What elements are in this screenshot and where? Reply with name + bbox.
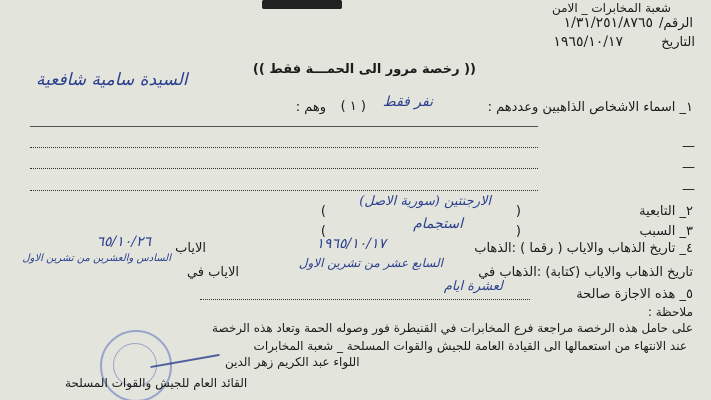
dash-marker: —	[682, 182, 695, 197]
handwritten-addressee: السيدة سامية شافعية	[36, 70, 188, 90]
permit-title: (( رخصة مرور الى الحمـــة فقط ))	[252, 62, 476, 77]
ref-label: الرقم/	[659, 16, 693, 31]
bracket: )	[320, 224, 326, 239]
travel-return-written: السادس والعشرين من تشرين الاول	[22, 253, 171, 264]
dash-marker: —	[682, 160, 695, 175]
note-line-2: عند الانتهاء من استعمالها الى القيادة العامة للجيش والقوات المسلحة _ شعبة المخابرات	[253, 339, 687, 353]
note-line-1: على حامل هذه الرخصة مراجعة فرع المخابرات في القنيطرة فور وصوله الحمة وتعاد هذه الرخصة	[212, 321, 693, 335]
nationality-value: الارجنتين (سورية الاصل)	[359, 194, 491, 209]
bracket: (	[515, 204, 521, 219]
leave-label: ٥_ هذه الاجازة صالحة	[576, 287, 693, 302]
blank-line	[30, 168, 538, 169]
travel-written-label: تاريخ الذهاب والاياب (كتابة) :الذهاب في	[478, 265, 693, 280]
reason-value: استجمام	[413, 216, 463, 232]
blank-line	[30, 126, 538, 127]
bracket: (	[515, 224, 521, 239]
blank-line	[30, 190, 538, 191]
nationality-label: ٢_ التابعية	[639, 204, 693, 219]
travel-return-written-label: الاياب في	[186, 265, 239, 280]
travel-return-label: الاياب	[175, 241, 206, 256]
travel-go-written: السابع عشر من تشرين الاول	[298, 256, 443, 270]
travel-go-numeric: ١٩٦٥/١٠/١٧	[316, 236, 386, 252]
travel-numeric-label: ٤_ تاريخ الذهاب والاياب ( رقما ) :الذهاب	[474, 241, 693, 256]
persons-label: ١_ اسماء الاشخاص الذاهبين وعددهم :	[487, 100, 693, 115]
blank-line	[200, 299, 530, 300]
signatory-title: القائد العام للجيش والقوات المسلحة	[65, 376, 248, 390]
leave-value: لعشرة ايام	[443, 279, 503, 294]
dash-marker: —	[682, 139, 695, 154]
note-label: ملاحظة :	[647, 305, 693, 319]
persons-count-number: ( ١ )	[340, 99, 366, 114]
travel-return-numeric: ٦٥/١٠/٢٦	[96, 234, 151, 250]
department-heading: شعبة المخابرات _ الامن	[551, 1, 671, 15]
reason-label: ٣_ السبب	[639, 224, 693, 239]
date-label: التاريخ	[661, 35, 695, 50]
persons-count-written: نفر فقط	[382, 94, 433, 110]
date-value: ١٩٦٥/١٠/١٧	[553, 34, 623, 50]
ref-value: ١/٣١/٢٥١/٨٧٦٥	[563, 15, 653, 31]
redaction-mark	[262, 0, 342, 9]
bracket: )	[320, 204, 326, 219]
persons-end-label: وهم :	[295, 100, 326, 115]
signatory-name: اللواء عبد الكريم زهر الدين	[225, 355, 360, 369]
blank-line	[30, 147, 538, 148]
